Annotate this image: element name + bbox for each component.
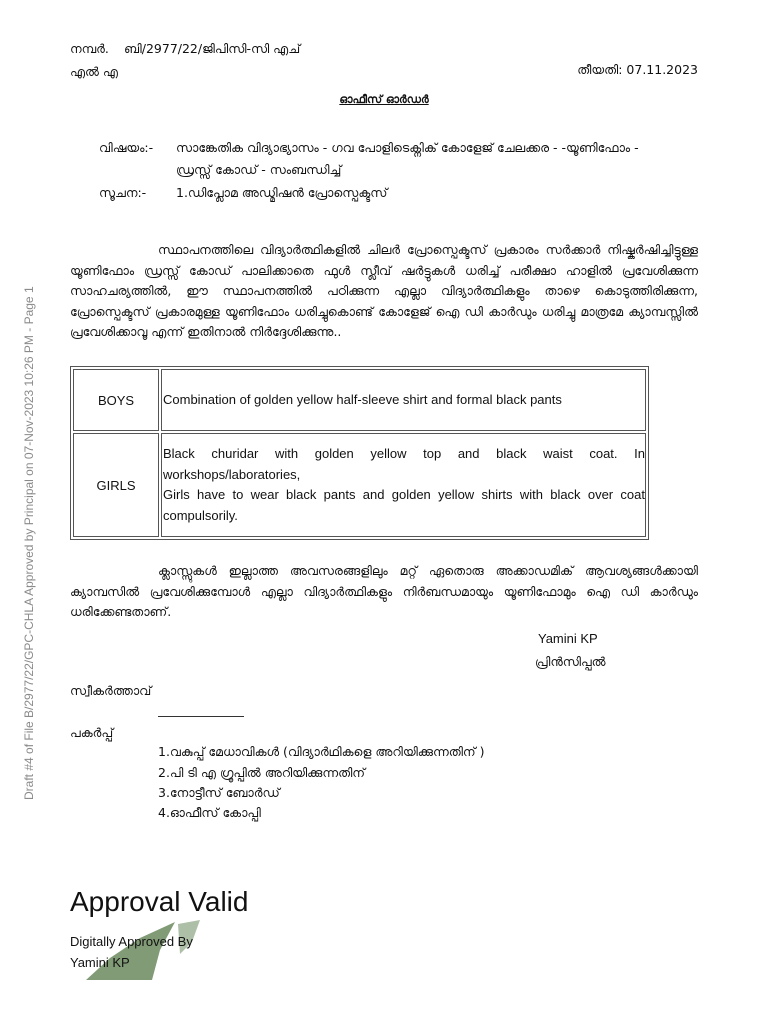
page-title: ഓഫീസ് ഓർഡർ <box>339 93 429 106</box>
description-line: Girls have to wear black pants and golden yellow shirts with black over coat compulsorily. <box>163 487 645 523</box>
approval-line-1: Digitally Approved By <box>70 934 193 949</box>
copy-item: 3.നോട്ടീസ് ബോർഡ് <box>158 785 280 800</box>
file-number: ബി/2977/22/ജിപിസി-സി എച് <box>124 41 301 56</box>
file-approval-stamp: Draft #4 of File B/2977/22/GPC-CHLA Approved by Principal on 07-Nov-2023 10:26 PM - Page 1 <box>22 286 36 800</box>
copy-item: 1.വകുപ്പ് മേധാവികൾ (വിദ്യാർഥികളെ അറിയിക്കുന്നതിന് ) <box>158 744 485 759</box>
recipient-line <box>158 716 244 717</box>
body-paragraph <box>70 240 698 343</box>
reference-label: സൂചന:- <box>99 185 147 200</box>
signatory-designation: പ്രിൻസിപ്പൽ <box>535 654 606 669</box>
order-date: തീയതി: 07.11.2023 <box>577 62 698 77</box>
table-cell-description <box>161 433 646 537</box>
table-cell-description <box>161 369 646 431</box>
approval-heading: Approval Valid <box>70 886 249 917</box>
subject-line-1: സാങ്കേതിക വിദ്യാഭ്യാസം - ഗവ പോളിടെക്നിക് കോളേജ് ചേലക്കര - -യൂണിഫോം - <box>176 140 639 155</box>
second-paragraph-text: ക്ലാസ്സുകൾ ഇല്ലാത്ത അവസരങ്ങളിലും മറ്റ് ഏതൊരു അക്കാഡമിക് ആവശ്യങ്ങൾക്കായി ക്യാമ്പസിൽ പ്രവേശിക്കുമ്പോൾ എല്ലാ വിദ്യാർത്ഥികളും നിർബന്ധമായും യൂണിഫോമും ഐ ഡി കാർഡും ധരിക്കേണ്ടതാണ്. <box>70 563 698 619</box>
uniform-table <box>70 366 649 540</box>
table-cell-category: GIRLS <box>73 433 159 537</box>
copy-item: 2.പി ടി എ ഗ്രൂപ്പിൽ അറിയിക്കുന്നതിന് <box>158 765 366 780</box>
table-row <box>73 369 646 431</box>
table-cell-category: BOYS <box>73 369 159 431</box>
second-paragraph <box>70 561 698 623</box>
approval-seal-graphic <box>80 920 220 980</box>
file-number-suffix: എൽ എ <box>70 64 118 79</box>
recipient-label: സ്വീകർത്താവ് <box>70 683 152 698</box>
approval-line-2: Yamini KP <box>70 955 130 970</box>
body-paragraph-text: സ്ഥാപനത്തിലെ വിദ്യാർത്ഥികളിൽ ചിലർ പ്രോസ്പെക്ടസ് പ്രകാരം സർക്കാർ നിഷ്കർഷിച്ചിട്ടുള്ള യൂണിഫോം ഡ്രസ്സ് കോഡ് പാലിക്കാതെ ഫുൾ സ്ലീവ് ഷർട്ടുകൾ ധരിച്ച് പരീക്ഷാ ഹാളിൽ പ്രവേശിക്കുന്ന സാഹചര്യത്തിൽ, ഈ സ്ഥാപനത്തിൽ പഠിക്കുന്ന എല്ലാ വിദ്യാർത്ഥികളും താഴെ കൊടുത്തിരിക്കുന്ന, പ്രോസ്പെക്ടസ് പ്രകാരമുള്ള യൂണിഫോം ധരിച്ചുകൊണ്ട് കോളേജ് ഐ ഡി കാർഡും ധരിച്ചു മാത്രമേ ക്യാമ്പസ്സിൽ പ്രവേശിക്കാവൂ എന്ന് ഇതിനാൽ നിർദ്ദേശിക്കുന്നു.. <box>70 242 698 339</box>
signatory-name: Yamini KP <box>538 631 598 646</box>
table-row <box>73 433 646 537</box>
subject-line-2: ഡ്രസ്സ് കോഡ് - സംബന്ധിച്ച് <box>176 162 342 177</box>
reference-text: 1.ഡിപ്ലോമ അഡ്മിഷൻ പ്രോസ്പെക്ടസ് <box>176 185 388 200</box>
copy-to-label: പകർപ്പ് <box>70 725 114 740</box>
description-line: Combination of golden yellow half-sleeve shirt and formal black pants <box>163 391 562 407</box>
copy-item: 4.ഓഫീസ് കോപ്പി <box>158 805 261 820</box>
number-label: നമ്പർ. <box>70 41 109 56</box>
subject-label: വിഷയം:- <box>99 140 154 155</box>
description-line: Black churidar with golden yellow top and black waist coat. In workshops/laboratories, <box>163 446 645 482</box>
